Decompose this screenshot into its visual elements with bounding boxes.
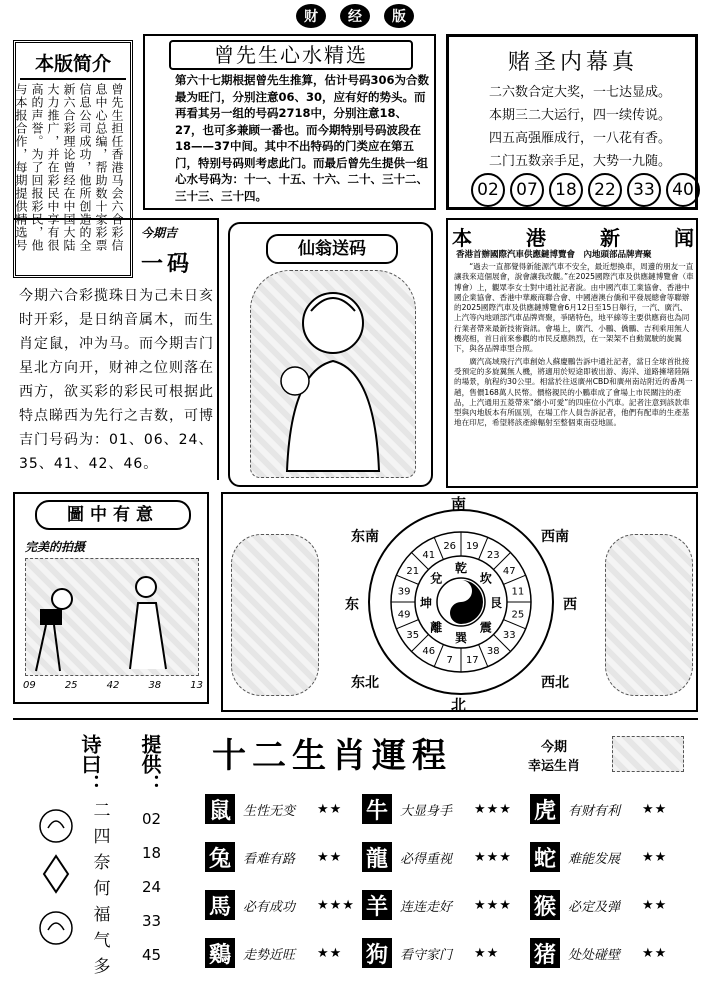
masthead-char: 财 bbox=[296, 4, 326, 28]
fortune-stamp bbox=[141, 224, 211, 280]
number-ball: 02 bbox=[471, 173, 505, 207]
compass-trigram: 兌 bbox=[430, 571, 443, 586]
zeng-text: 第六十七期根据曾先生推算，估计号码306为合数最为旺门，分别注意06、30，应有好的势头。而再看其另一组的号码2718中，分别注意18、27，也可多兼顾一番也。而今期特别号码波段在18——37中间。其中不出特码的门类应在第五门，特别号码则考虑此门。而最后曾先生提供一组心水号码为：十一、十五、十六、二十、三十二、三十三、三十四。 bbox=[175, 73, 430, 203]
poem-char: 多 bbox=[93, 957, 111, 977]
zodiac-phrase: 看难有路 bbox=[243, 851, 296, 867]
zodiac-phrase: 必有成功 bbox=[243, 899, 296, 915]
compass-number: 33 bbox=[502, 630, 516, 642]
zodiac-animal: 虎 bbox=[530, 794, 560, 824]
center-illustration-box bbox=[228, 222, 433, 487]
provide-number: 45 bbox=[142, 946, 162, 964]
provide-label: 提供： bbox=[138, 734, 162, 794]
zodiac-phrase: 看守家门 bbox=[400, 947, 453, 963]
intro-col: 高的声誉。为了回报彩民，他 bbox=[30, 83, 44, 252]
compass-north: 北 bbox=[451, 696, 467, 714]
compass-number: 49 bbox=[397, 609, 411, 621]
zodiac-animal: 兔 bbox=[205, 842, 235, 872]
picture-title: 圖中有意 bbox=[35, 500, 191, 530]
zodiac-badge bbox=[528, 736, 580, 774]
zodiac-entry bbox=[362, 938, 499, 968]
zodiac-animal: 牛 bbox=[362, 794, 392, 824]
poem-char: 二 bbox=[93, 801, 111, 821]
picture-caption: 完美的拍摄 bbox=[25, 540, 86, 554]
compass-northwest: 西北 bbox=[541, 675, 569, 691]
poem-char: 何 bbox=[93, 879, 111, 899]
zodiac-phrase: 走势近旺 bbox=[243, 947, 296, 963]
compass-east: 东 bbox=[345, 597, 359, 613]
dragon-illustration bbox=[612, 736, 684, 772]
news-title-char: 港 bbox=[526, 226, 546, 250]
masthead-char: 经 bbox=[340, 4, 370, 28]
immortal-figure-icon bbox=[251, 271, 415, 477]
compass-number: 26 bbox=[443, 541, 457, 553]
news-subhead: 香港首辦國際汽車供應鏈博覽會 內地頭部品牌齊聚 bbox=[456, 250, 652, 260]
provide-numbers bbox=[142, 802, 176, 972]
news-box bbox=[446, 218, 698, 488]
intro-col: 信息公司成功，他所创造的全 bbox=[78, 83, 92, 252]
compass-dial bbox=[223, 494, 700, 714]
news-paragraph: 廣汽高域飛行汽車創始人蘇慶鵬告訴中通社記者，當日全球首批接受預定的多旋翼無人機，將適用於短途即被出游、海洋、道路擁堵陸隔的場景，航程約30公里。相當於往返廣州CBD和廣州南站附近的番禺一趟，售價168萬人民幣。價格親民的小鵬車成了會場上市民關注的產品，上汽通用五菱帶來“繽小可愛”的四座位小汽車。記者注意到該款車型與內地版本有所區別，在場工作人員告訴記者，他們有配車的生產基地在印尼，希望將該產線輻射至整個東南亞地區。 bbox=[454, 356, 693, 428]
picture-numbers bbox=[23, 680, 203, 691]
provide-number: 24 bbox=[142, 878, 162, 896]
zodiac-animal: 蛇 bbox=[530, 842, 560, 872]
zodiac-stars: ★★ bbox=[317, 801, 343, 817]
compass-number: 46 bbox=[422, 646, 436, 658]
zodiac-entry bbox=[530, 842, 667, 872]
poem-char: 四 bbox=[93, 827, 111, 847]
intro-title: 本版简介 bbox=[20, 49, 126, 80]
number-ball: 07 bbox=[510, 173, 544, 207]
zodiac-entry bbox=[530, 938, 667, 968]
zodiac-stars: ★★ bbox=[317, 945, 343, 961]
zodiac-entry bbox=[530, 890, 667, 920]
provide-number: 18 bbox=[142, 844, 162, 862]
news-body bbox=[454, 262, 694, 431]
divider-line bbox=[13, 718, 698, 720]
picture-box bbox=[13, 492, 209, 704]
zodiac-entry bbox=[530, 794, 667, 824]
seal-decoration-icon bbox=[36, 806, 76, 956]
number-ball: 18 bbox=[549, 173, 583, 207]
zodiac-stars: ★★ bbox=[642, 945, 668, 961]
zodiac-animal: 鼠 bbox=[205, 794, 235, 824]
compass-northeast: 东北 bbox=[351, 675, 379, 691]
zodiac-stars: ★★ bbox=[642, 897, 668, 913]
compass-number: 38 bbox=[486, 646, 500, 658]
zodiac-badge-bottom: 幸运生肖 bbox=[528, 759, 581, 774]
zodiac-entry bbox=[205, 938, 342, 968]
zodiac-badge-top: 今期 bbox=[541, 740, 568, 755]
zodiac-phrase: 必得重视 bbox=[400, 851, 453, 867]
photographer-illustration bbox=[25, 558, 199, 676]
news-title-char: 本 bbox=[452, 226, 472, 250]
gamble-poem bbox=[489, 81, 689, 173]
zodiac-phrase: 生性无变 bbox=[243, 803, 296, 819]
news-paragraph: “過去一直都覺得新能源汽車不安全，最近想換車，周邊的朋友一直讓我來這個展會，說會讓我改觀。”在2025國際汽車及供應鏈博覽會（車博會）上，觀眾李女士對中通社記者說。由中國汽車工業協會、香港中國企業協會、香港中華廠商聯合會、中國港澳台僑和平發展總會等聯辦的2025國際汽車及供應鏈博覽會6月12日至15日舉行，一汽、廣汽、上汽等內地頭部汽車品牌齊聚，爭睹特色，地平線等主要供應商也為同行業者帶來最新技術資訊。會場上，廣汽、小鵬、僑鵬、吉利乘用無人機亮相，首日前來參觀的市民反應熱烈，在一架架不自動駕駛的旋翼下，與各品牌車型合照。 bbox=[454, 262, 694, 354]
compass-south: 南 bbox=[451, 495, 467, 513]
compass-number: 19 bbox=[465, 541, 479, 553]
number-ball: 22 bbox=[588, 173, 622, 207]
zodiac-stars: ★★ bbox=[474, 945, 500, 961]
compass-number: 23 bbox=[486, 549, 500, 561]
zodiac-phrase: 有财有利 bbox=[568, 803, 621, 819]
compass-number: 11 bbox=[511, 586, 525, 598]
compass-number: 25 bbox=[511, 609, 525, 621]
poem-label: 诗曰： bbox=[78, 734, 102, 794]
zodiac-animal: 猴 bbox=[530, 890, 560, 920]
fortune-stamp-bottom: 一码 bbox=[141, 252, 194, 277]
immortal-illustration bbox=[250, 270, 416, 478]
zodiac-entry bbox=[362, 794, 512, 824]
gamble-poem-line: 二门五数亲手足，大势一九随。 bbox=[489, 154, 672, 169]
zodiac-entry bbox=[205, 890, 355, 920]
compass-trigram: 艮 bbox=[489, 596, 503, 610]
intro-col: 息中心总编，帮助数十家彩票 bbox=[94, 83, 108, 252]
gamble-box bbox=[446, 34, 698, 210]
zodiac-title: 十二生肖運程 bbox=[212, 736, 452, 776]
provide-number: 33 bbox=[142, 912, 162, 930]
zodiac-phrase: 必定及弹 bbox=[568, 899, 621, 915]
zodiac-animal: 馬 bbox=[205, 890, 235, 920]
intro-col: 曾先生担任香港马会六合彩信 bbox=[110, 83, 124, 252]
news-title-char: 闻 bbox=[674, 226, 694, 250]
poem-char: 福 bbox=[93, 905, 111, 925]
camera-icon bbox=[26, 559, 198, 675]
fortune-stamp-top: 今期吉 bbox=[141, 226, 178, 240]
zodiac-animal: 猪 bbox=[530, 938, 560, 968]
gamble-balls bbox=[471, 173, 701, 207]
center-title: 仙翁送码 bbox=[266, 234, 398, 264]
zodiac-entry bbox=[362, 842, 512, 872]
gamble-title: 赌圣内幕真 bbox=[507, 50, 638, 75]
zodiac-stars: ★★★ bbox=[474, 849, 512, 865]
compass-number: 41 bbox=[422, 549, 436, 561]
intro-col: 新六合彩理论曾经在中国大陆 bbox=[62, 83, 76, 252]
zodiac-entry bbox=[362, 890, 512, 920]
compass-number: 7 bbox=[446, 654, 453, 666]
compass-trigram: 巽 bbox=[454, 631, 468, 645]
zodiac-phrase: 处处碰壁 bbox=[568, 947, 621, 963]
fortune-text: 今期六合彩揽珠日为己未日亥时开彩，是日纳音属木，而生肖定鼠，冲为马。而今期吉门星北方向开，财神之位则落在西方，欲买彩的彩民可根据此特点睇西为先行之吉数，可博吉门号码为：01、06、24、35、41、42、46。 bbox=[19, 288, 214, 472]
zodiac-stars: ★★ bbox=[642, 801, 668, 817]
news-title-char: 新 bbox=[600, 226, 620, 250]
zodiac-phrase: 大显身手 bbox=[400, 803, 453, 819]
zodiac-stars: ★★ bbox=[317, 849, 343, 865]
compass-southeast: 东南 bbox=[351, 529, 379, 545]
zeng-box bbox=[143, 34, 436, 210]
zodiac-animal: 狗 bbox=[362, 938, 392, 968]
news-title bbox=[452, 222, 694, 251]
compass-number: 39 bbox=[397, 586, 411, 598]
zodiac-stars: ★★ bbox=[642, 849, 668, 865]
zeng-title: 曾先生心水精选 bbox=[169, 40, 413, 70]
zodiac-phrase: 连连走好 bbox=[400, 899, 453, 915]
compass-trigram: 離 bbox=[430, 620, 443, 635]
picture-number: 38 bbox=[148, 680, 162, 691]
masthead-char: 版 bbox=[384, 4, 414, 28]
compass-trigram: 震 bbox=[479, 620, 492, 635]
zodiac-stars: ★★★ bbox=[474, 801, 512, 817]
zodiac-animal: 羊 bbox=[362, 890, 392, 920]
intro-col: 大力推广，并在彩民中享有很 bbox=[46, 83, 60, 252]
zodiac-stars: ★★★ bbox=[474, 897, 512, 913]
compass-number: 17 bbox=[465, 654, 479, 666]
poem-char: 奈 bbox=[93, 853, 111, 873]
zodiac-entry bbox=[205, 842, 342, 872]
picture-number: 13 bbox=[190, 680, 203, 691]
poem-lines bbox=[90, 798, 114, 980]
picture-number: 42 bbox=[106, 680, 120, 691]
compass-trigram: 坤 bbox=[419, 596, 433, 610]
compass-number: 21 bbox=[406, 565, 420, 577]
number-ball: 40 bbox=[666, 173, 700, 207]
zodiac-stars: ★★★ bbox=[317, 897, 355, 913]
gamble-poem-line: 二六数合定大奖，一七达显成。 bbox=[489, 85, 672, 100]
poem-char: 气 bbox=[93, 931, 111, 951]
number-ball: 33 bbox=[627, 173, 661, 207]
compass-box bbox=[221, 492, 698, 712]
masthead bbox=[296, 3, 414, 29]
zodiac-animal: 龍 bbox=[362, 842, 392, 872]
intro-col: 与本报合作，每期提供精选号 bbox=[14, 83, 28, 252]
compass-trigram: 乾 bbox=[454, 561, 468, 575]
compass-number: 35 bbox=[406, 630, 420, 642]
picture-number: 25 bbox=[64, 680, 78, 691]
compass-west: 西 bbox=[563, 597, 577, 613]
fortune-box bbox=[13, 218, 219, 480]
provide-number: 02 bbox=[142, 810, 162, 828]
compass-trigram: 坎 bbox=[479, 571, 492, 586]
zodiac-entry bbox=[205, 794, 342, 824]
zodiac-animal: 鷄 bbox=[205, 938, 235, 968]
gamble-poem-line: 四五高强雁成行，一八花有香。 bbox=[489, 131, 672, 146]
gamble-poem-line: 本期三二大运行，四一续传说。 bbox=[489, 108, 672, 123]
compass-southwest: 西南 bbox=[541, 529, 569, 545]
picture-number: 09 bbox=[23, 680, 36, 691]
zodiac-phrase: 难能发展 bbox=[568, 851, 621, 867]
compass-number: 47 bbox=[502, 565, 516, 577]
